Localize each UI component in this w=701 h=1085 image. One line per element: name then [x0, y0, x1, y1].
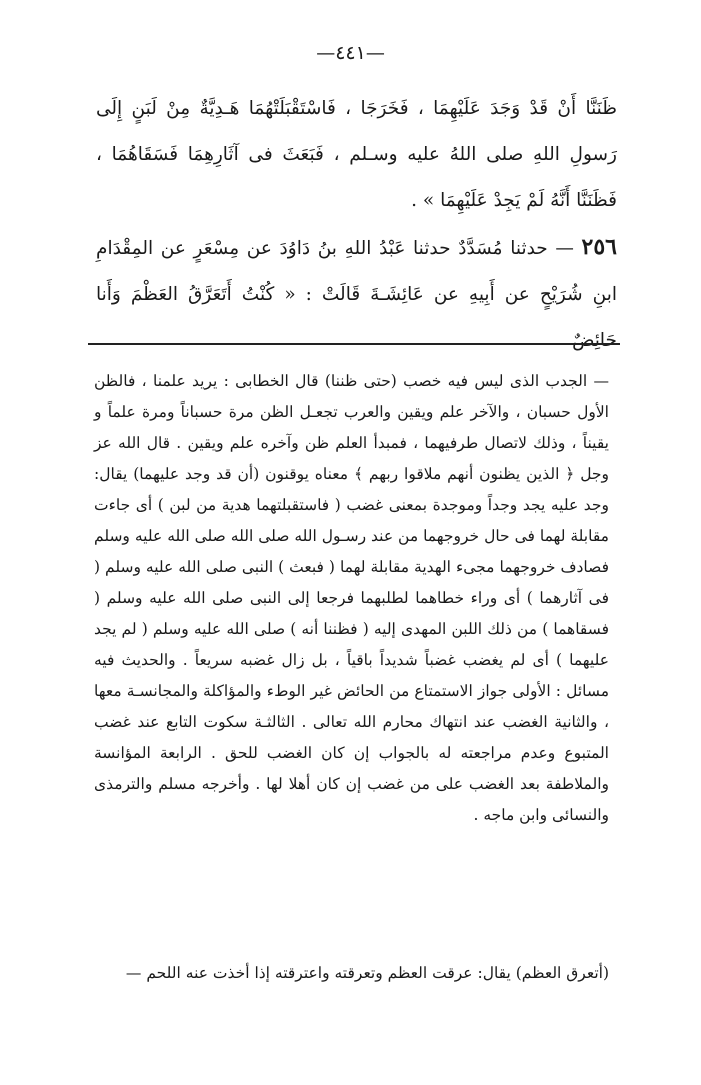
commentary-text [94, 366, 609, 831]
footnote: (أتعرق العظم) يقال: عرقت العظم وتعرقته واعترقته إذا أخذت عنه اللحم — [125, 964, 609, 982]
hadith-main-text [96, 86, 617, 364]
main-paragraph-1: ظَنَنَّا أَنْ قَدْ وَجَدَ عَلَيْهِمَا ، فَخَرَجَا ، فَاسْتَقْبَلَتْهُمَا هَـدِيَّةٌ مِنْ لَبَنٍ إِلَى رَسولِ اللهِ صلى اللهُ عليه وسـلم ، فَبَعَثَ فى آثَارِهِمَا فَسَقَاهُمَا ، فَظَنَنَّا أَنَّهُ لَمْ يَجِدْ عَلَيْهِمَا » . [96, 98, 617, 211]
section-divider [88, 343, 620, 345]
page-number: —٤٤١— [316, 42, 385, 64]
hadith-number: ٢٥٦ [581, 234, 617, 260]
commentary-paragraph: — الجدب الذى ليس فيه خصب (حتى ظننا) قال الخطابى : يريد علمنا ، فالظن الأول حسبان ، والآخر علم ويقين والعرب تجعـل الظن مرة حسباناً ومرة علماً و يقيناً ، وذلك لاتصال طرفيهما ، فمبدأ العلم ظن وآخره علم ويقين . قال الله عز وجل ﴿ الذين يظنون أنهم ملاقوا ربهم ﴾ معناه يوقنون (أن قد وجد عليهما) يقال: وجد عليه يجد وجداً وموجدة بمعنى غضب ( فاستقبلتهما هدية من لبن ) أى جاءت مقابلة لهما فى حال خروجهما من عند رسـول الله صلى الله صلى الله عليه وسلم فصادف خروجهما مجىء الهدية مقابلة لهما ( فبعث ) النبى صلى الله عليه وسلم ( فى آثارهما ) أى وراء خطاهما لطلبهما فرجعا إلى النبى صلى الله عليه وسلم ( فسقاهما ) من ذلك اللبن المهدى إليه ( فظننا أنه ) صلى الله عليه وسلم ( لم يجد عليهما ) أى لم يغضب غضباً شديداً باقياً ، بل زال غضبه سريعاً . والحديث فيه مسائل : الأولى جواز الاستمتاع من الحائض غير الوطء والمؤاكلة والمجانسـة معها ، والثانية الغضب عند انتهاك محارم الله تعالى . الثالثـة سكوت التابع عند غضب المتبوع وعدم مراجعته له بالجواب إن كان الغضب للحق . الرابعة المؤانسة والملاطفة بعد الغضب على من غضب إن كان أهلا لها . وأخرجه مسلم والترمذى والنسائى وابن ماجه . [94, 372, 609, 824]
hadith-isnad-text: — حدثنا مُسَدَّدٌ حدثنا عَبْدُ اللهِ بنُ دَاوُدَ عن مِسْعَرٍ عن المِقْدَامِ ابنِ شُرَيْحٍ عن أَبِيهِ عن عَائِشَـةَ قَالَتْ : « كُنْتُ أَتَعَرَّقُ العَظْمَ وَأَنا حَائِضٌ [96, 238, 617, 351]
